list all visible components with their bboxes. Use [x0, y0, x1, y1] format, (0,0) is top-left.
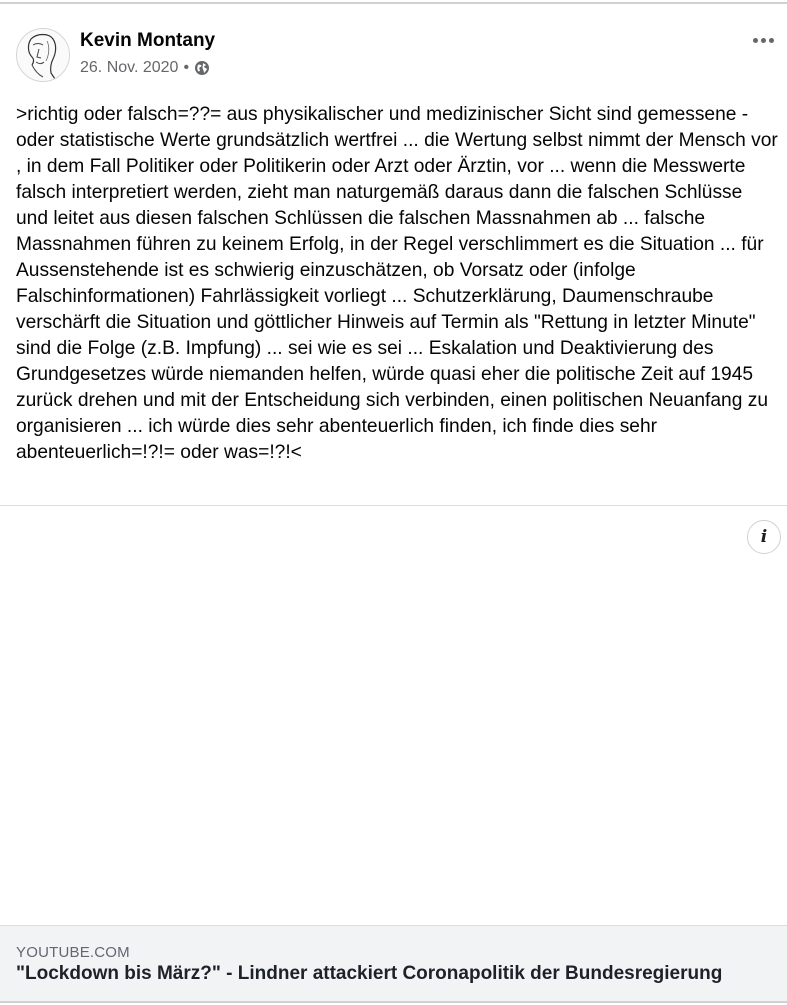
bottom-divider	[0, 1001, 787, 1003]
meta-separator: •	[183, 59, 190, 76]
info-icon[interactable]	[747, 520, 781, 554]
post-text: >richtig oder falsch=??= aus physikalischer und medizinischer Sicht sind gemessene - oder statistische Werte grundsätzlich wertfrei ... die Wertung selbst nimmt der Mensch vor , in dem Fall Politiker oder Politikerin oder Arzt oder Ärztin, vor ... wenn die Messwerte falsch interpretiert werden, zieht man naturgemäß daraus dann die falschen Schlüsse und leitet aus diesen falschen Schlüssen die falschen Massnahmen ab ... falsche Massnahmen führen zu keinem Erfolg, in der Regel verschlimmert es die Situation ... für Aussenstehende ist es schwierig einzuschätzen, ob Vorsatz oder (infolge Falschinformationen) Fahrlässigkeit vorliegt ... Schutzerklärung, Daumenschraube verschärft die Situation und göttlicher Hinweis auf Termin als "Rettung in letzter Minute" sind die Folge (z.B. Impfung) ... sei wie es sei ... Eskalation und Deaktivierung des Grundgesetzes würde niemanden helfen, würde quasi eher die politische Zeit auf 1945 zurück drehen und mit der Entscheidung sich verbinden, einen politischen Neuanfang zu organisieren ... ich würde dies sehr abenteuerlich finden, ich finde dies sehr abenteuerlich=!?!= oder was=!?!<	[16, 104, 778, 463]
avatar[interactable]	[16, 28, 70, 82]
post-date[interactable]: 26. Nov. 2020	[80, 59, 179, 76]
more-options-icon[interactable]	[750, 30, 776, 50]
globe-icon[interactable]	[194, 60, 210, 76]
link-preview-card[interactable]	[0, 925, 787, 1001]
post-meta	[80, 59, 210, 77]
post-header	[16, 26, 776, 86]
link-title[interactable]: "Lockdown bis März?" - Lindner attackiert Coronapolitik der Bundesregierung	[16, 963, 723, 984]
top-divider	[0, 2, 787, 4]
sketch-portrait-icon	[17, 29, 69, 81]
author-name[interactable]: Kevin Montany	[80, 30, 216, 51]
link-domain: YOUTUBE.COM	[16, 944, 130, 961]
video-embed-area[interactable]	[0, 506, 787, 925]
info-glyph: i	[760, 526, 768, 547]
